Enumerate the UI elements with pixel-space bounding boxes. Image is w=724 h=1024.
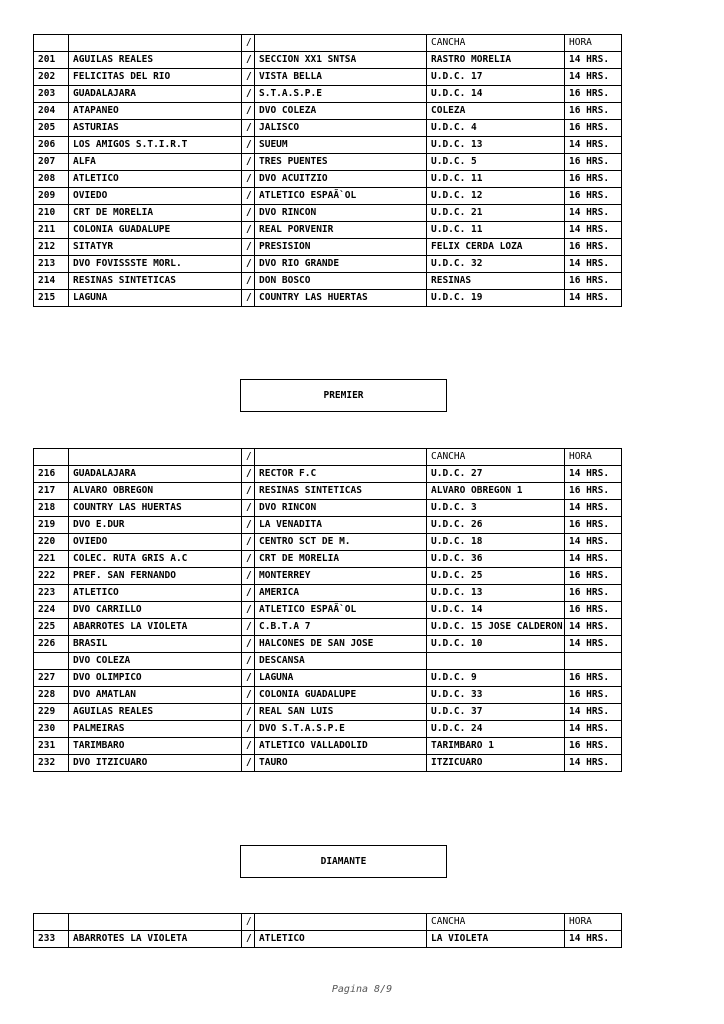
cell-away: HALCONES DE SAN JOSE — [255, 636, 427, 653]
cell-home: ATLETICO — [69, 171, 242, 188]
cell-away: RESINAS SINTETICAS — [255, 483, 427, 500]
cell-away: REAL SAN LUIS — [255, 704, 427, 721]
table-row — [34, 585, 622, 602]
cell-away: PRESISION — [255, 239, 427, 256]
cell-venue: ITZICUARO — [427, 755, 565, 772]
cell-sep: / — [242, 154, 255, 171]
cell-num: 229 — [34, 704, 69, 721]
header-num — [34, 449, 69, 466]
cell-venue: RESINAS — [427, 273, 565, 290]
cell-time: 16 HRS. — [565, 171, 622, 188]
cell-num: 210 — [34, 205, 69, 222]
cell-time: 14 HRS. — [565, 534, 622, 551]
cell-venue: ALVARO OBREGON 1 — [427, 483, 565, 500]
cell-venue: U.D.C. 26 — [427, 517, 565, 534]
cell-sep: / — [242, 534, 255, 551]
cell-venue: U.D.C. 19 — [427, 290, 565, 307]
cell-sep: / — [242, 619, 255, 636]
cell-home: DVO CARRILLO — [69, 602, 242, 619]
cell-home: SITATYR — [69, 239, 242, 256]
table-row — [34, 52, 622, 69]
header-away — [255, 449, 427, 466]
cell-sep: / — [242, 517, 255, 534]
table-header-row — [34, 914, 622, 931]
cell-num: 223 — [34, 585, 69, 602]
table-row — [34, 205, 622, 222]
cell-away: DVO ACUITZIO — [255, 171, 427, 188]
cell-sep: / — [242, 721, 255, 738]
cell-away: ATLETICO ESPAÃ`OL — [255, 188, 427, 205]
cell-num: 209 — [34, 188, 69, 205]
cell-num: 233 — [34, 931, 69, 948]
cell-num: 215 — [34, 290, 69, 307]
cell-home: ABARROTES LA VIOLETA — [69, 619, 242, 636]
cell-venue: U.D.C. 24 — [427, 721, 565, 738]
cell-num: 219 — [34, 517, 69, 534]
cell-home: FELICITAS DEL RIO — [69, 69, 242, 86]
cell-away: DVO RINCON — [255, 205, 427, 222]
cell-home: BRASIL — [69, 636, 242, 653]
cell-time: 16 HRS. — [565, 103, 622, 120]
cell-venue: U.D.C. 3 — [427, 500, 565, 517]
cell-venue: U.D.C. 13 — [427, 137, 565, 154]
cell-time: 14 HRS. — [565, 619, 622, 636]
cell-num: 214 — [34, 273, 69, 290]
table-row — [34, 670, 622, 687]
cell-home: AGUILAS REALES — [69, 52, 242, 69]
table-row — [34, 704, 622, 721]
cell-venue: TARIMBARO 1 — [427, 738, 565, 755]
cell-num: 226 — [34, 636, 69, 653]
table-row — [34, 931, 622, 948]
table-row — [34, 69, 622, 86]
cell-home: COLEC. RUTA GRIS A.C — [69, 551, 242, 568]
table-row — [34, 636, 622, 653]
cell-venue: U.D.C. 11 — [427, 222, 565, 239]
header-venue: CANCHA — [427, 35, 565, 52]
cell-away: DVO COLEZA — [255, 103, 427, 120]
cell-num: 221 — [34, 551, 69, 568]
cell-away: LA VENADITA — [255, 517, 427, 534]
cell-time: 14 HRS. — [565, 205, 622, 222]
cell-sep: / — [242, 222, 255, 239]
header-num — [34, 914, 69, 931]
cell-away: ATLETICO ESPAÃ`OL — [255, 602, 427, 619]
cell-num: 204 — [34, 103, 69, 120]
cell-venue: FELIX CERDA LOZA — [427, 239, 565, 256]
cell-num — [34, 653, 69, 670]
cell-time — [565, 653, 622, 670]
cell-num: 227 — [34, 670, 69, 687]
cell-home: GUADALAJARA — [69, 86, 242, 103]
cell-sep: / — [242, 256, 255, 273]
cell-away: REAL PORVENIR — [255, 222, 427, 239]
cell-time: 14 HRS. — [565, 290, 622, 307]
cell-home: OVIEDO — [69, 534, 242, 551]
cell-away: DVO S.T.A.S.P.E — [255, 721, 427, 738]
cell-sep: / — [242, 704, 255, 721]
cell-time: 14 HRS. — [565, 721, 622, 738]
cell-venue: U.D.C. 14 — [427, 602, 565, 619]
header-away — [255, 914, 427, 931]
table-row — [34, 517, 622, 534]
cell-venue: U.D.C. 18 — [427, 534, 565, 551]
table-row — [34, 466, 622, 483]
table-row — [34, 755, 622, 772]
cell-home: COUNTRY LAS HUERTAS — [69, 500, 242, 517]
cell-venue: U.D.C. 36 — [427, 551, 565, 568]
cell-num: 222 — [34, 568, 69, 585]
cell-home: AGUILAS REALES — [69, 704, 242, 721]
header-time: HORA — [565, 449, 622, 466]
cell-time: 16 HRS. — [565, 239, 622, 256]
cell-sep: / — [242, 636, 255, 653]
table-row — [34, 738, 622, 755]
header-num — [34, 35, 69, 52]
cell-num: 230 — [34, 721, 69, 738]
cell-away: COUNTRY LAS HUERTAS — [255, 290, 427, 307]
table-row — [34, 500, 622, 517]
cell-sep: / — [242, 205, 255, 222]
section-title-premier: PREMIER — [240, 379, 447, 412]
cell-num: 208 — [34, 171, 69, 188]
cell-num: 232 — [34, 755, 69, 772]
cell-num: 202 — [34, 69, 69, 86]
cell-venue: U.D.C. 25 — [427, 568, 565, 585]
table-row — [34, 256, 622, 273]
cell-home: ATAPANEO — [69, 103, 242, 120]
table-row — [34, 239, 622, 256]
header-sep: / — [242, 914, 255, 931]
cell-away: CENTRO SCT DE M. — [255, 534, 427, 551]
cell-home: DVO OLIMPICO — [69, 670, 242, 687]
cell-home: LAGUNA — [69, 290, 242, 307]
cell-sep: / — [242, 290, 255, 307]
cell-num: 218 — [34, 500, 69, 517]
cell-num: 228 — [34, 687, 69, 704]
header-sep: / — [242, 449, 255, 466]
schedule-table-1 — [33, 34, 622, 307]
cell-time: 14 HRS. — [565, 500, 622, 517]
table-row — [34, 653, 622, 670]
cell-sep: / — [242, 483, 255, 500]
cell-sep: / — [242, 500, 255, 517]
header-home — [69, 35, 242, 52]
cell-time: 16 HRS. — [565, 517, 622, 534]
cell-venue: U.D.C. 4 — [427, 120, 565, 137]
cell-time: 14 HRS. — [565, 551, 622, 568]
table-row — [34, 103, 622, 120]
cell-away: JALISCO — [255, 120, 427, 137]
table-row — [34, 171, 622, 188]
cell-sep: / — [242, 52, 255, 69]
cell-num: 203 — [34, 86, 69, 103]
table-header-row — [34, 35, 622, 52]
cell-away: RECTOR F.C — [255, 466, 427, 483]
cell-time: 16 HRS. — [565, 568, 622, 585]
cell-num: 207 — [34, 154, 69, 171]
cell-time: 14 HRS. — [565, 636, 622, 653]
cell-sep: / — [242, 551, 255, 568]
cell-num: 224 — [34, 602, 69, 619]
table-row — [34, 483, 622, 500]
cell-time: 16 HRS. — [565, 738, 622, 755]
cell-time: 14 HRS. — [565, 755, 622, 772]
cell-home: PREF. SAN FERNANDO — [69, 568, 242, 585]
cell-home: DVO ITZICUARO — [69, 755, 242, 772]
cell-home: DVO FOVISSSTE MORL. — [69, 256, 242, 273]
cell-home: GUADALAJARA — [69, 466, 242, 483]
schedule-table-premier — [33, 448, 622, 772]
header-sep: / — [242, 35, 255, 52]
header-away — [255, 35, 427, 52]
cell-time: 16 HRS. — [565, 585, 622, 602]
cell-venue: U.D.C. 5 — [427, 154, 565, 171]
cell-time: 14 HRS. — [565, 466, 622, 483]
cell-venue: COLEZA — [427, 103, 565, 120]
cell-sep: / — [242, 653, 255, 670]
cell-away: COLONIA GUADALUPE — [255, 687, 427, 704]
cell-away: CRT DE MORELIA — [255, 551, 427, 568]
cell-away: AMERICA — [255, 585, 427, 602]
table-row — [34, 568, 622, 585]
table-row — [34, 222, 622, 239]
cell-sep: / — [242, 120, 255, 137]
table-row — [34, 137, 622, 154]
schedule-table-diamante — [33, 913, 622, 948]
cell-time: 16 HRS. — [565, 670, 622, 687]
cell-home: TARIMBARO — [69, 738, 242, 755]
cell-home: PALMEIRAS — [69, 721, 242, 738]
table-row — [34, 86, 622, 103]
header-venue: CANCHA — [427, 914, 565, 931]
cell-venue: U.D.C. 15 JOSE CALDERON — [427, 619, 565, 636]
cell-venue: U.D.C. 33 — [427, 687, 565, 704]
cell-home: COLONIA GUADALUPE — [69, 222, 242, 239]
cell-sep: / — [242, 931, 255, 948]
table-header-row — [34, 449, 622, 466]
cell-away: ATLETICO VALLADOLID — [255, 738, 427, 755]
cell-num: 217 — [34, 483, 69, 500]
header-time: HORA — [565, 914, 622, 931]
cell-time: 14 HRS. — [565, 256, 622, 273]
cell-sep: / — [242, 755, 255, 772]
cell-home: ALFA — [69, 154, 242, 171]
cell-num: 201 — [34, 52, 69, 69]
table-row — [34, 120, 622, 137]
cell-sep: / — [242, 738, 255, 755]
cell-num: 225 — [34, 619, 69, 636]
cell-time: 16 HRS. — [565, 120, 622, 137]
cell-num: 216 — [34, 466, 69, 483]
cell-num: 211 — [34, 222, 69, 239]
cell-venue: U.D.C. 9 — [427, 670, 565, 687]
cell-venue: RASTRO MORELIA — [427, 52, 565, 69]
cell-venue: U.D.C. 37 — [427, 704, 565, 721]
cell-home: ASTURIAS — [69, 120, 242, 137]
cell-away: MONTERREY — [255, 568, 427, 585]
table-row — [34, 188, 622, 205]
cell-venue: U.D.C. 17 — [427, 69, 565, 86]
cell-time: 14 HRS. — [565, 137, 622, 154]
cell-home: DVO AMATLAN — [69, 687, 242, 704]
cell-time: 16 HRS. — [565, 86, 622, 103]
cell-venue: U.D.C. 11 — [427, 171, 565, 188]
cell-sep: / — [242, 602, 255, 619]
cell-home: OVIEDO — [69, 188, 242, 205]
cell-sep: / — [242, 171, 255, 188]
page-footer: Pagina 8/9 — [331, 984, 393, 995]
table-row — [34, 154, 622, 171]
table-row — [34, 273, 622, 290]
cell-away: TRES PUENTES — [255, 154, 427, 171]
table-row — [34, 687, 622, 704]
cell-sep: / — [242, 239, 255, 256]
table-row — [34, 534, 622, 551]
cell-home: ABARROTES LA VIOLETA — [69, 931, 242, 948]
cell-sep: / — [242, 687, 255, 704]
cell-time: 16 HRS. — [565, 188, 622, 205]
cell-sep: / — [242, 188, 255, 205]
header-venue: CANCHA — [427, 449, 565, 466]
cell-venue: U.D.C. 10 — [427, 636, 565, 653]
cell-sep: / — [242, 466, 255, 483]
cell-num: 213 — [34, 256, 69, 273]
cell-time: 14 HRS. — [565, 52, 622, 69]
cell-venue: LA VIOLETA — [427, 931, 565, 948]
cell-away: SUEUM — [255, 137, 427, 154]
cell-away: DVO RINCON — [255, 500, 427, 517]
cell-time: 16 HRS. — [565, 687, 622, 704]
cell-num: 212 — [34, 239, 69, 256]
cell-sep: / — [242, 670, 255, 687]
cell-home: DVO E.DUR — [69, 517, 242, 534]
header-home — [69, 914, 242, 931]
header-time: HORA — [565, 35, 622, 52]
cell-away: SECCION XX1 SNTSA — [255, 52, 427, 69]
cell-sep: / — [242, 103, 255, 120]
table-row — [34, 721, 622, 738]
cell-away: DON BOSCO — [255, 273, 427, 290]
table-row — [34, 290, 622, 307]
cell-time: 14 HRS. — [565, 931, 622, 948]
cell-num: 220 — [34, 534, 69, 551]
section-title-diamante: DIAMANTE — [240, 845, 447, 878]
cell-away: VISTA BELLA — [255, 69, 427, 86]
cell-num: 205 — [34, 120, 69, 137]
cell-sep: / — [242, 585, 255, 602]
cell-home: DVO COLEZA — [69, 653, 242, 670]
cell-num: 206 — [34, 137, 69, 154]
cell-home: LOS AMIGOS S.T.I.R.T — [69, 137, 242, 154]
cell-time: 14 HRS. — [565, 704, 622, 721]
cell-sep: / — [242, 86, 255, 103]
cell-time: 16 HRS. — [565, 154, 622, 171]
cell-venue: U.D.C. 21 — [427, 205, 565, 222]
cell-sep: / — [242, 273, 255, 290]
cell-venue: U.D.C. 12 — [427, 188, 565, 205]
cell-home: ALVARO OBREGON — [69, 483, 242, 500]
cell-home: ATLETICO — [69, 585, 242, 602]
cell-time: 16 HRS. — [565, 483, 622, 500]
cell-away: ATLETICO — [255, 931, 427, 948]
cell-away: DVO RIO GRANDE — [255, 256, 427, 273]
cell-sep: / — [242, 69, 255, 86]
cell-home: CRT DE MORELIA — [69, 205, 242, 222]
cell-time: 14 HRS. — [565, 69, 622, 86]
header-home — [69, 449, 242, 466]
cell-venue: U.D.C. 32 — [427, 256, 565, 273]
cell-time: 14 HRS. — [565, 222, 622, 239]
cell-away: TAURO — [255, 755, 427, 772]
cell-venue — [427, 653, 565, 670]
cell-venue: U.D.C. 13 — [427, 585, 565, 602]
cell-num: 231 — [34, 738, 69, 755]
cell-away: C.B.T.A 7 — [255, 619, 427, 636]
table-row — [34, 602, 622, 619]
cell-away: LAGUNA — [255, 670, 427, 687]
cell-sep: / — [242, 137, 255, 154]
cell-sep: / — [242, 568, 255, 585]
cell-home: RESINAS SINTETICAS — [69, 273, 242, 290]
cell-time: 16 HRS. — [565, 273, 622, 290]
table-row — [34, 619, 622, 636]
cell-venue: U.D.C. 14 — [427, 86, 565, 103]
cell-away: S.T.A.S.P.E — [255, 86, 427, 103]
cell-time: 16 HRS. — [565, 602, 622, 619]
cell-away: DESCANSA — [255, 653, 427, 670]
cell-venue: U.D.C. 27 — [427, 466, 565, 483]
table-row — [34, 551, 622, 568]
